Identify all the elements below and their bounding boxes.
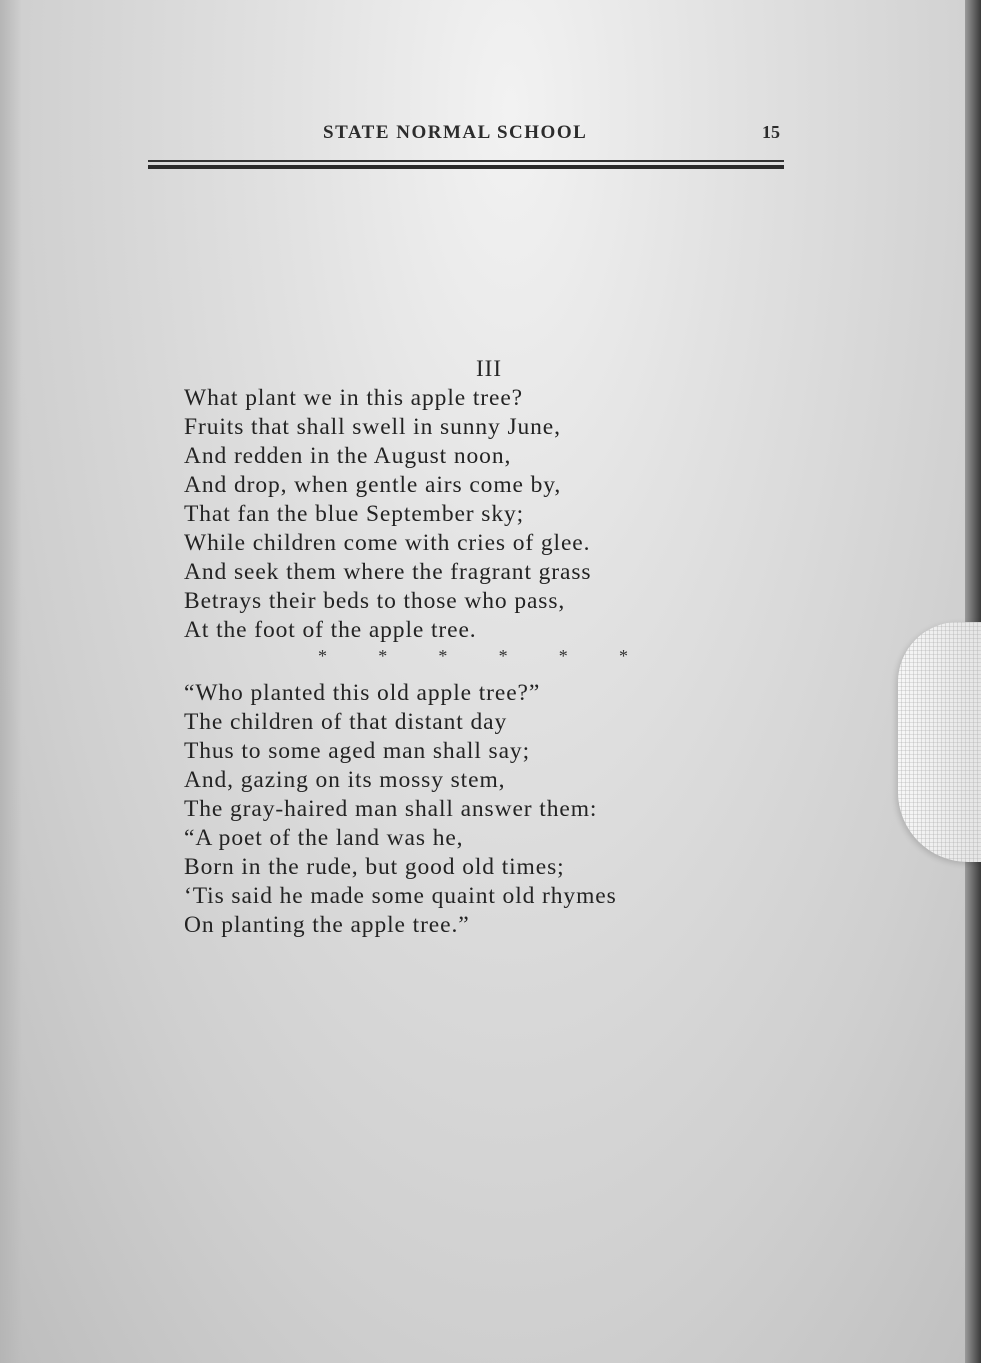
asterisk: *	[558, 646, 568, 666]
poem-line: And seek them where the fragrant grass	[184, 559, 592, 585]
asterisk: *	[318, 646, 327, 666]
poem-stanza-1	[184, 384, 591, 645]
asterisk: *	[498, 646, 508, 666]
poem-line: And redden in the August noon,	[184, 443, 512, 469]
poem-line: And drop, when gentle airs come by,	[184, 472, 562, 498]
poem-line: What plant we in this apple tree?	[184, 385, 523, 411]
poem-stanza-2	[184, 679, 617, 940]
asterisk: *	[378, 646, 388, 666]
poem-line: Betrays their beds to those who pass,	[184, 588, 566, 614]
header-rule-thick	[148, 165, 784, 169]
poem-line: Born in the rude, but good old times;	[184, 854, 565, 880]
poem-line: ‘Tis said he made some quaint old rhymes	[184, 883, 617, 909]
asterisk: *	[618, 646, 628, 666]
poem-line: And, gazing on its mossy stem,	[184, 767, 506, 793]
poem-line: “Who planted this old apple tree?”	[184, 680, 541, 706]
poem-line: While children come with cries of glee.	[184, 530, 591, 556]
section-number: III	[476, 356, 502, 381]
asterism-separator	[318, 646, 628, 667]
poem-line: At the foot of the apple tree.	[184, 617, 477, 643]
page-number: 15	[762, 122, 780, 142]
poem-line: The gray-haired man shall answer them:	[184, 796, 598, 822]
header-rule-thin	[148, 160, 784, 162]
poem-line: On planting the apple tree.”	[184, 912, 470, 938]
poem-line: Thus to some aged man shall say;	[184, 738, 530, 764]
poem-line: The children of that distant day	[184, 709, 508, 735]
poem-line: “A poet of the land was he,	[184, 825, 464, 851]
poem-line: Fruits that shall swell in sunny June,	[184, 414, 561, 440]
running-head: STATE NORMAL SCHOOL	[323, 122, 588, 143]
page-shadow-left	[0, 0, 22, 1363]
gloved-finger-holding-page	[898, 622, 981, 862]
asterisk: *	[438, 646, 448, 666]
poem-line: That fan the blue September sky;	[184, 501, 525, 527]
page-header	[148, 122, 784, 152]
